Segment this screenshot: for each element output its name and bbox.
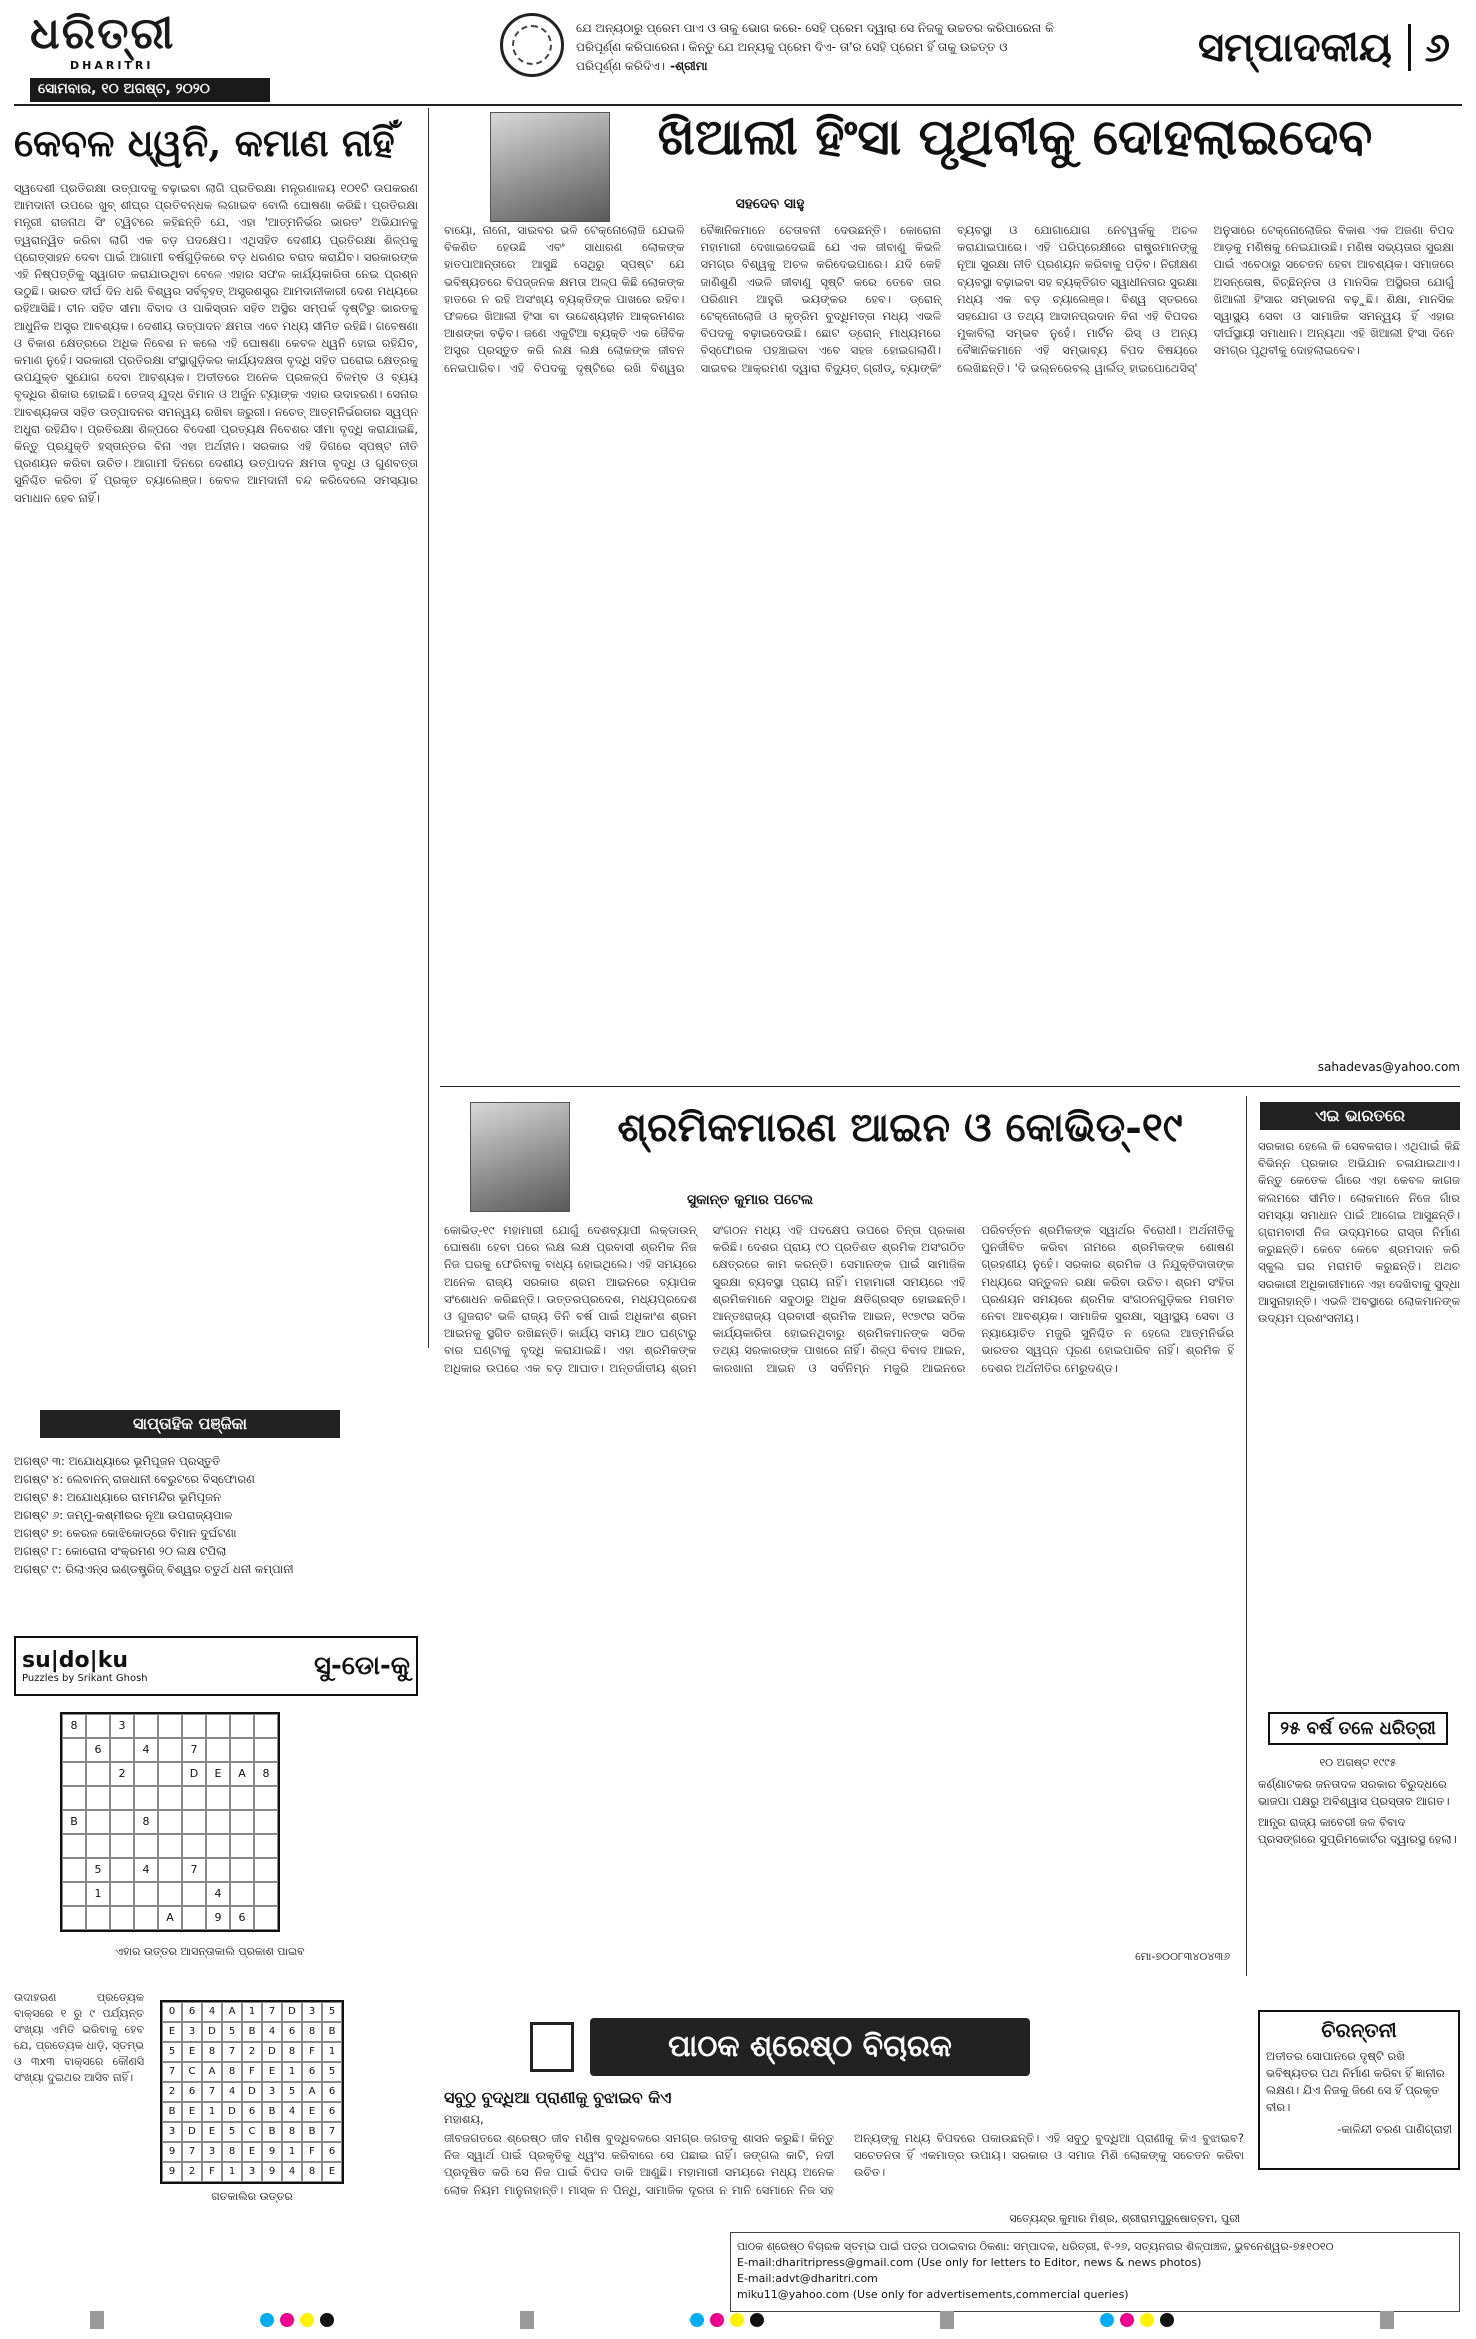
sudoku-cell: 7 <box>182 1858 206 1882</box>
sudoku-cell <box>62 1762 86 1786</box>
sudoku-solution-cell: 7 <box>262 2002 282 2022</box>
print-mark <box>750 2313 764 2327</box>
sudoku-cell: A <box>158 1906 182 1930</box>
sudoku-cell <box>182 1714 206 1738</box>
sudoku-solution-cell: 6 <box>182 2082 202 2102</box>
print-mark <box>940 2311 954 2329</box>
sudoku-solution-cell: 9 <box>262 2142 282 2162</box>
sudoku-solution-cell: 1 <box>282 2062 302 2082</box>
calendar-header <box>40 1410 340 1438</box>
sudoku-note: ଏହାର ଉତ୍ତର ଆସନ୍ତାକାଲି ପ୍ରକାଶ ପାଇବ <box>115 1945 305 1958</box>
sudoku-solution-cell: 2 <box>162 2082 182 2102</box>
sudoku-solution-cell: 3 <box>302 2002 322 2022</box>
sudoku-cell <box>254 1906 278 1930</box>
sudoku-cell <box>158 1834 182 1858</box>
sudoku-solution-cell: F <box>302 2142 322 2162</box>
sudoku-solution-cell: D <box>282 2002 302 2022</box>
twentyfive-years-item: ଆନ୍ଧ୍ର ରାଜ୍ୟ କାବେରୀ ଜଳ ବିବାଦ ପ୍ରସଙ୍ଗରେ ସୁପ୍ରିମକୋର୍ଟର ଦ୍ୱାରସ୍ଥ ହେଲା। <box>1258 1815 1457 1846</box>
print-mark <box>1140 2313 1154 2327</box>
sudoku-solution-cell: F <box>202 2162 222 2182</box>
sudoku-cell <box>206 1738 230 1762</box>
sudoku-header <box>14 1636 418 1696</box>
sudoku-cell: 1 <box>86 1882 110 1906</box>
sudoku-cell <box>206 1858 230 1882</box>
sudoku-solution-cell: 4 <box>282 2102 302 2122</box>
main-author-email: sahadevas@yahoo.com <box>1317 1060 1460 1074</box>
sudoku-cell <box>182 1786 206 1810</box>
sudoku-cell <box>110 1786 134 1810</box>
sudoku-solution-cell: 1 <box>282 2142 302 2162</box>
sudoku-solution-cell: 6 <box>322 2082 342 2102</box>
sudoku-cell <box>134 1714 158 1738</box>
sudoku-solution-cell: 3 <box>262 2082 282 2102</box>
calendar-item: ଅଗଷ୍ଟ ୯: ରିଲାଏନ୍ସ ଇଣ୍ଡଷ୍ଟ୍ରିଜ୍ ବିଶ୍ୱର ଚତୁର୍ଥ ଧନୀ କମ୍ପାନୀ <box>14 1562 294 1576</box>
calendar-item: ଅଗଷ୍ଟ ୭: କେରଳ କୋଝିକୋଡ୍‌ରେ ବିମାନ ଦୁର୍ଘଟଣା <box>14 1526 237 1540</box>
sudoku-solution-cell: 6 <box>322 2142 342 2162</box>
logo-subtitle: DHARITRI <box>70 59 154 72</box>
print-mark <box>710 2313 724 2327</box>
sudoku-cell <box>230 1810 254 1834</box>
sudoku-solution-cell: 8 <box>282 2042 302 2062</box>
sudoku-cell: 2 <box>110 1762 134 1786</box>
letters-footer-email2: E-mail:advt@dharitri.com <box>737 2272 878 2285</box>
sudoku-cell: D <box>182 1762 206 1786</box>
main-author: ସହଦେବ ସାହୁ <box>735 196 805 212</box>
sudoku-cell: B <box>62 1810 86 1834</box>
letters-footer-email1: E-mail:dharitripress@gmail.com (Use only for letters to Editor, news & news photos) <box>737 2256 1202 2269</box>
sudoku-cell <box>254 1786 278 1810</box>
ei-bharatare-header <box>1260 1102 1460 1130</box>
sudoku-solution-cell: 6 <box>182 2002 202 2022</box>
print-mark <box>300 2313 314 2327</box>
sudoku-cell <box>254 1810 278 1834</box>
sudoku-solution-cell: 1 <box>242 2002 262 2022</box>
print-mark <box>1160 2313 1174 2327</box>
sudoku-cell <box>254 1882 278 1906</box>
sudoku-cell <box>254 1858 278 1882</box>
second-author-photo <box>470 1102 570 1212</box>
sudoku-solution-cell: F <box>242 2062 262 2082</box>
sudoku-solution-cell: 3 <box>242 2162 262 2182</box>
sudoku-solution-cell: E <box>262 2062 282 2082</box>
sudoku-cell <box>158 1882 182 1906</box>
sudoku-instructions: ଉଦାହରଣ ପ୍ରତ୍ୟେକ ବାକ୍ସରେ ୧ ରୁ ୯ ପର୍ଯ୍ୟନ୍ତ ସଂଖ୍ୟା ଏମିତି ଭରିବାକୁ ହେବ ଯେ, ପ୍ରତ୍ୟେକ ଧାଡ଼ି, ସ୍ତମ୍ଭ ଓ ୩x୩ ବାକ୍ସରେ କୌଣସି ସଂଖ୍ୟା ଦୁଇଥର ଆସିବ ନାହିଁ। <box>14 1991 144 2084</box>
sudoku-cell <box>230 1834 254 1858</box>
sudoku-cell: 3 <box>110 1714 134 1738</box>
sudoku-cell <box>158 1714 182 1738</box>
sudoku-cell <box>110 1834 134 1858</box>
sudoku-cell: A <box>230 1762 254 1786</box>
sudoku-cell <box>62 1834 86 1858</box>
second-author-contact: ମୋ-୭୦୦୮୩୪୦୪୩୬ <box>1135 1950 1230 1963</box>
sudoku-solution-cell: 1 <box>322 2042 342 2062</box>
sudoku-cell <box>62 1858 86 1882</box>
sudoku-cell <box>254 1714 278 1738</box>
sudoku-solution-cell: 4 <box>222 2082 242 2102</box>
chakra-icon <box>500 13 564 77</box>
calendar-item: ଅଗଷ୍ଟ ୮: କୋରୋନା ସଂକ୍ରମଣ ୨୦ ଲକ୍ଷ ଟପିଲା <box>14 1544 227 1558</box>
twentyfive-years-item: କର୍ଣ୍ଣାଟକର ଜନତାଦଳ ସରକାର ବିରୁଦ୍ଧରେ ଭାଜପା ପକ୍ଷରୁ ଅବିଶ୍ୱାସ ପ୍ରସ୍ତାବ ଆଗତ। <box>1258 1777 1450 1808</box>
sudoku-solution-cell: 2 <box>182 2162 202 2182</box>
sudoku-solution-cell: E <box>242 2142 262 2162</box>
letter-title: ସବୁଠୁ ବୁଦ୍ଧିଆ ପ୍ରାଣୀକୁ ବୁଝାଇବ କିଏ <box>444 2088 672 2107</box>
sudoku-solution-cell: 8 <box>222 2142 242 2162</box>
sudoku-solution-cell: D <box>182 2122 202 2142</box>
sudoku-solution-cell: 7 <box>182 2142 202 2162</box>
sudoku-cell <box>206 1786 230 1810</box>
sudoku-cell <box>158 1786 182 1810</box>
sudoku-cell <box>134 1762 158 1786</box>
calendar-item: ଅଗଷ୍ଟ ୪: ଲେବାନନ୍ ରାଜଧାନୀ ବେରୁଟରେ ବିସ୍ଫୋରଣ <box>14 1472 255 1486</box>
sudoku-cell <box>182 1834 206 1858</box>
article-divider <box>440 1086 1460 1087</box>
sudoku-solution-cell: 2 <box>242 2042 262 2062</box>
sudoku-solution-cell: B <box>262 2122 282 2142</box>
print-mark <box>520 2311 534 2329</box>
sudoku-solution-cell: 7 <box>162 2062 182 2082</box>
sudoku-solution-cell: 1 <box>202 2102 222 2122</box>
letter-salutation: ମହାଶୟ, <box>444 2112 484 2126</box>
sudoku-solution-cell: 4 <box>282 2162 302 2182</box>
sudoku-solution-cell: E <box>182 2042 202 2062</box>
chirantani-author: -କାଳିନ୍ଦୀ ଚରଣ ପାଣିଗ୍ରାହୀ <box>1337 2122 1452 2136</box>
dateline: ସୋମବାର, ୧୦ ଅଗଷ୍ଟ, ୨୦୨୦ <box>30 78 270 102</box>
sudoku-cell <box>158 1858 182 1882</box>
sudoku-solution-cell: D <box>222 2102 242 2122</box>
sudoku-solution-cell: 6 <box>282 2022 302 2042</box>
sudoku-solution-cell: C <box>182 2062 202 2082</box>
second-author: ସୁକାନ୍ତ କୁମାର ପଟେଲ <box>686 1192 814 1208</box>
sudoku-cell <box>134 1834 158 1858</box>
sudoku-solution-cell: E <box>302 2102 322 2122</box>
sudoku-solution-cell: 9 <box>262 2162 282 2182</box>
sudoku-solution-cell: 9 <box>162 2162 182 2182</box>
print-mark <box>1100 2313 1114 2327</box>
sudoku-solution-cell: B <box>242 2022 262 2042</box>
sudoku-solution-cell: 3 <box>202 2142 222 2162</box>
print-mark <box>690 2313 704 2327</box>
sudoku-credit: Puzzles by Srikant Ghosh <box>22 1673 148 1684</box>
letter-body: ଜୀବଜଗତରେ ଶ୍ରେଷ୍ଠ ଜୀବ ମଣିଷ ବୁଦ୍ଧିବଳରେ ସମଗ୍ର ଜଗତକୁ ଶାସନ କରୁଛି। କିନ୍ତୁ ନିଜ ସ୍ୱାର୍ଥ ପାଇଁ ପ୍ରକୃତିକୁ ଧ୍ୱଂସ କରିବାରେ ସେ ପଛାଇ ନାହିଁ। ଜଙ୍ଗଲ କାଟି, ନଦୀ ପ୍ରଦୂଷିତ କରି ସେ ନିଜ ପାଇଁ ବିପଦ ଡାକି ଆଣୁଛି। ମହାମାରୀ ସମୟରେ ମଧ୍ୟ ଅନେକ ଲୋକ ନିୟମ ମାନୁନାହାନ୍ତି। ମାସ୍କ ନ ପିନ୍ଧି, ସାମାଜିକ ଦୂରତା ନ ମାନି ସେମାନେ ନିଜ ସହ ଅନ୍ୟଙ୍କୁ ମଧ୍ୟ ବିପଦରେ ପକାଉଛନ୍ତି। ଏହି ସବୁଠୁ ବୁଦ୍ଧିଆ ପ୍ରାଣୀକୁ କିଏ ବୁଝାଇବ? ସଚେତନତା ହିଁ ଏକମାତ୍ର ଉପାୟ। ସରକାର ଓ ସମାଜ ମିଶି ଲୋକଙ୍କୁ ସଚେତନ କରିବା ଉଚିତ। <box>444 2131 1244 2197</box>
sudoku-title-or: ସୁ-ଡୋ-କୁ <box>314 1650 410 1681</box>
sudoku-cell <box>254 1834 278 1858</box>
sudoku-cell <box>110 1738 134 1762</box>
sudoku-solution-cell: 5 <box>322 2062 342 2082</box>
print-mark <box>320 2313 334 2327</box>
sudoku-solution-cell: 8 <box>222 2062 242 2082</box>
print-mark <box>1120 2313 1134 2327</box>
sudoku-cell <box>158 1810 182 1834</box>
letters-footer-address: ପାଠକ ଶ୍ରେଷ୍ଠ ବିଚାରକ ସ୍ତମ୍ଭ ପାଇଁ ପତ୍ର ପଠାଇବାର ଠିକଣା: ସମ୍ପାଦକ, ଧରିତ୍ରୀ, ବି-୨୬, ସତ୍ୟନଗର ଶିଳ୍ପାଞ୍ଚଳ, ଭୁବନେଶ୍ୱର-୭୫୧୦୧୦ <box>737 2240 1334 2253</box>
sudoku-cell <box>110 1810 134 1834</box>
sudoku-cell: 4 <box>134 1738 158 1762</box>
letters-footer-email3: miku11@yahoo.com (Use only for advertisements,commercial queries) <box>737 2288 1129 2301</box>
sudoku-solution-cell: 9 <box>162 2142 182 2162</box>
sudoku-cell: 7 <box>182 1738 206 1762</box>
sudoku-cell <box>182 1906 206 1930</box>
logo-text: ଧରିତ୍ରୀ <box>30 8 176 59</box>
sudoku-cell <box>134 1906 158 1930</box>
masthead-logo <box>30 8 230 88</box>
sudoku-cell <box>182 1810 206 1834</box>
sudoku-cell <box>206 1714 230 1738</box>
sudoku-solution-cell: E <box>322 2162 342 2182</box>
sudoku-solution-cell: A <box>202 2062 222 2082</box>
print-mark <box>260 2313 274 2327</box>
sudoku-solution-cell: F <box>302 2042 322 2062</box>
twentyfive-years-list <box>1258 1776 1460 1848</box>
quote-text: ଯେ ଅନ୍ୟଠାରୁ ପ୍ରେମ ପାଏ ଓ ତାକୁ ଭୋଗ କରେ- ସେହି ପ୍ରେମ ଦ୍ୱାରା ସେ ନିଜକୁ ଉଚ୍ଚତର କରିପାରେନା କି ପରିପୂର୍ଣ୍ଣ କରିପାରେନା। କିନ୍ତୁ ଯେ ଅନ୍ୟକୁ ପ୍ରେମ ଦିଏ- ତା'ର ସେହି ପ୍ରେମ ହିଁ ତାକୁ ଉଚ୍ଚତ୍ତ ଓ ପରିପୂର୍ଣ୍ଣ କରିଦିଏ। <box>576 20 1054 73</box>
sudoku-solution-cell: D <box>242 2082 262 2102</box>
sudoku-solution-cell: 8 <box>302 2162 322 2182</box>
sudoku-cell <box>86 1834 110 1858</box>
sudoku-solution-cell: 4 <box>202 2002 222 2022</box>
sudoku-cell <box>206 1810 230 1834</box>
calendar-title: ସାପ୍ତାହିକ ପଞ୍ଜିକା <box>40 1410 340 1438</box>
sudoku-solution-cell: 0 <box>162 2002 182 2022</box>
sudoku-solution-cell: 8 <box>202 2042 222 2062</box>
sudoku-solution-cell: E <box>162 2022 182 2042</box>
ei-bharatare-body: ସରକାର ହେଲେ କି ସେବକରାଜ। ଏଥିପାଇଁ କିଛି ବିଭିନ୍ନ ପ୍ରକାର ଅଭିଯାନ ଚଳାଯାଇଥାଏ। କିନ୍ତୁ କେତେକ ଗାଁରେ ଏହା କେବଳ କାଗଜ କଲମରେ ସୀମିତ। ଲୋକମାନେ ନିଜେ ଗାଁର ସମସ୍ୟା ସମାଧାନ ପାଇଁ ଆଗେଇ ଆସୁଛନ୍ତି। ଗ୍ରାମବାସୀ ନିଜ ଉଦ୍ୟମରେ ରାସ୍ତା ନିର୍ମାଣ କରୁଛନ୍ତି। କେବେ କେବେ ଶ୍ରମଦାନ କରି ସ୍କୁଲ ଘର ମରାମତି କରୁଛନ୍ତି। ଅଥଚ ସରକାରୀ ଅଧିକାରୀମାନେ ଏହା ଦେଖିବାକୁ ସୁଦ୍ଧା ଆସୁନାହାନ୍ତି। ଏଭଳି ଅବସ୍ଥାରେ ଲୋକମାନଙ୍କ ଉଦ୍ୟମ ପ୍ରଶଂସନୀୟ। <box>1258 1139 1460 1326</box>
sudoku-cell <box>182 1882 206 1906</box>
sudoku-cell <box>86 1810 110 1834</box>
sudoku-solution-cell: D <box>202 2022 222 2042</box>
main-headline: ଖିଆଲୀ ହିଂସା ପୃଥିବୀକୁ ଦୋହଲାଇଦେବ <box>657 107 1373 166</box>
sudoku-solution-cell: C <box>242 2122 262 2142</box>
sudoku-cell: 9 <box>206 1906 230 1930</box>
sudoku-cell <box>62 1738 86 1762</box>
sudoku-cell: 8 <box>62 1714 86 1738</box>
chirantani-box <box>1258 2010 1460 2170</box>
sudoku-solution-grid <box>160 2000 344 2184</box>
sudoku-solution-cell: B <box>262 2102 282 2122</box>
sudoku-cell <box>254 1738 278 1762</box>
sudoku-cell <box>62 1882 86 1906</box>
sudoku-solution-cell: E <box>182 2102 202 2122</box>
sudoku-cell <box>230 1738 254 1762</box>
sudoku-solution-cell: 3 <box>182 2022 202 2042</box>
letters-footer <box>730 2232 1460 2312</box>
section-name: ସମ୍ପାଦକୀୟ <box>1198 23 1392 71</box>
sudoku-solution-cell: 4 <box>262 2022 282 2042</box>
pen-icon <box>530 2022 574 2072</box>
calendar-list <box>14 1452 418 1578</box>
sudoku-solution-cell: D <box>262 2042 282 2062</box>
calendar-item: ଅଗଷ୍ଟ ୬: ଜମ୍ମୁ-କଶ୍ମୀରର ନୂଆ ଉପରାଜ୍ୟପାଳ <box>14 1508 233 1522</box>
sudoku-cell <box>110 1858 134 1882</box>
sudoku-cell <box>158 1762 182 1786</box>
sudoku-cell <box>230 1858 254 1882</box>
letter-signature: ସତ୍ୟେନ୍ଦ୍ର କୁମାର ମିଶ୍ର, ଶ୍ରୀରାମପୁରୁଷୋତ୍ତମ, ପୁରୀ <box>1009 2212 1240 2225</box>
sudoku-solution-cell: 5 <box>162 2042 182 2062</box>
sudoku-solution-cell: B <box>322 2022 342 2042</box>
sudoku-cell: 8 <box>134 1810 158 1834</box>
sudoku-cell <box>230 1786 254 1810</box>
ei-bharatare-title: ଏଇ ଭାରତରେ <box>1260 1102 1460 1130</box>
chirantani-body: ଅତୀତର ସୋପାନରେ ଦୃଷ୍ଟି ରଖି ଭବିଷ୍ୟତର ପଥ ନିର୍ମାଣ କରିବା ହିଁ ଜ୍ଞାନୀର ଲକ୍ଷଣ। ଯିଏ ନିଜକୁ ଜିଣେ ସେ ହିଁ ପ୍ରକୃତ ବୀର। <box>1266 2049 1445 2114</box>
sudoku-cell: 6 <box>230 1906 254 1930</box>
sudoku-cell: 8 <box>254 1762 278 1786</box>
column-divider <box>1246 1096 1247 1976</box>
section-title <box>1140 16 1450 78</box>
print-mark <box>90 2311 104 2329</box>
print-mark <box>280 2313 294 2327</box>
sudoku-solution-cell: 5 <box>282 2082 302 2102</box>
chirantani-title: ଚିରନ୍ତନୀ <box>1321 2018 1397 2042</box>
sudoku-cell: 4 <box>206 1882 230 1906</box>
calendar-item: ଅଗଷ୍ଟ ୫: ଅଯୋଧ୍ୟାରେ ରାମମନ୍ଦିର ଭୂମିପୂଜନ <box>14 1490 222 1504</box>
sudoku-cell: 5 <box>86 1858 110 1882</box>
sudoku-solution-cell: 5 <box>222 2022 242 2042</box>
sudoku-solution-cell: B <box>302 2122 322 2142</box>
print-mark <box>730 2313 744 2327</box>
sudoku-cell <box>110 1882 134 1906</box>
second-article-body: କୋଭିଡ୍-୧୯ ମହାମାରୀ ଯୋଗୁଁ ଦେଶବ୍ୟାପୀ ଲକ୍‌ଡାଉନ୍ ଘୋଷଣା ହେବା ପରେ ଲକ୍ଷ ଲକ୍ଷ ପ୍ରବାସୀ ଶ୍ରମିକ ନିଜ ନିଜ ଘରକୁ ଫେରିବାକୁ ବାଧ୍ୟ ହୋଇଥିଲେ। ଏହି ସମୟରେ ଅନେକ ରାଜ୍ୟ ସରକାର ଶ୍ରମ ଆଇନରେ ବ୍ୟାପକ ସଂଶୋଧନ କରିଛନ୍ତି। ଉତ୍ତରପ୍ରଦେଶ, ମଧ୍ୟପ୍ରଦେଶ ଓ ଗୁଜରାଟ ଭଳି ରାଜ୍ୟ ତିନି ବର୍ଷ ପାଇଁ ଅଧିକାଂଶ ଶ୍ରମ ଆଇନକୁ ସ୍ଥଗିତ ରଖିଛନ୍ତି। କାର୍ଯ୍ୟ ସମୟ ଆଠ ଘଣ୍ଟାରୁ ବାର ଘଣ୍ଟାକୁ ବୃଦ୍ଧି କରାଯାଇଛି। ଏହା ଶ୍ରମିକଙ୍କ ଅଧିକାର ଉପରେ ଏକ ବଡ଼ ଆଘାତ। ଅନ୍ତର୍ଜାତୀୟ ଶ୍ରମ ସଂଗଠନ ମଧ୍ୟ ଏହି ପଦକ୍ଷେପ ଉପରେ ଚିନ୍ତା ପ୍ରକାଶ କରିଛି। ଦେଶର ପ୍ରାୟ ୯୦ ପ୍ରତିଶତ ଶ୍ରମିକ ଅସଂଗଠିତ କ୍ଷେତ୍ରରେ କାମ କରନ୍ତି। ସେମାନଙ୍କ ପାଇଁ ସାମାଜିକ ସୁରକ୍ଷା ବ୍ୟବସ୍ଥା ପ୍ରାୟ ନାହିଁ। ମହାମାରୀ ସମୟରେ ଏହି ଶ୍ରମିକମାନେ ସବୁଠାରୁ ଅଧିକ କ୍ଷତିଗ୍ରସ୍ତ ହୋଇଛନ୍ତି। ଆନ୍ତଃରାଜ୍ୟ ପ୍ରବାସୀ ଶ୍ରମିକ ଆଇନ, ୧୯୭୯ର ସଠିକ କାର୍ଯ୍ୟକାରିତା ହୋଇନଥିବାରୁ ଶ୍ରମିକମାନଙ୍କ ସଠିକ ତଥ୍ୟ ସରକାରଙ୍କ ପାଖରେ ନାହିଁ। ଶିଳ୍ପ ବିବାଦ ଆଇନ, କାରଖାନା ଆଇନ ଓ ସର୍ବନିମ୍ନ ମଜୁରି ଆଇନରେ ପରିବର୍ତ୍ତନ ଶ୍ରମିକଙ୍କ ସ୍ୱାର୍ଥର ବିରୋଧୀ। ଅର୍ଥନୀତିକୁ ପୁନର୍ଜୀବିତ କରିବା ନାମରେ ଶ୍ରମିକଙ୍କ ଶୋଷଣ ଗ୍ରହଣୀୟ ନୁହେଁ। ସରକାର ଶ୍ରମିକ ଓ ନିଯୁକ୍ତିଦାତାଙ୍କ ମଧ୍ୟରେ ସନ୍ତୁଳନ ରକ୍ଷା କରିବା ଉଚିତ। ଶ୍ରମ ସଂହିତା ପ୍ରଣୟନ ସମୟରେ ଶ୍ରମିକ ସଂଗଠନଗୁଡ଼ିକର ମତାମତ ନେବା ଆବଶ୍ୟକ। ସାମାଜିକ ସୁରକ୍ଷା, ସ୍ୱାସ୍ଥ୍ୟ ସେବା ଓ ନ୍ୟାୟୋଚିତ ମଜୁରି ସୁନିଶ୍ଚିତ ନ ହେଲେ ଆତ୍ମନିର୍ଭର ଭାରତର ସ୍ୱପ୍ନ ପୂରଣ ହୋଇପାରିବ ନାହିଁ। ଶ୍ରମିକ ହିଁ ଦେଶର ଅର୍ଥନୀତିର ମେରୁଦଣ୍ଡ। <box>444 1223 1234 1375</box>
editorial-body: ସ୍ୱଦେଶୀ ପ୍ରତିରକ୍ଷା ଉତ୍ପାଦକୁ ବଢ଼ାଇବା ଲାଗି ପ୍ରତିରକ୍ଷା ମନ୍ତ୍ରଣାଳୟ ୧୦୧ଟି ଉପକରଣ ଆମଦାନୀ ଉପରେ ଖୁବ୍ ଶୀଘ୍ର ପ୍ରତିବନ୍ଧକ ଲଗାଇବ ବୋଲି ଘୋଷଣା କରିଛି। ପ୍ରତିରକ୍ଷା ମନ୍ତ୍ରୀ ରାଜନାଥ ସିଂ ଟ୍ୱିଟରେ କହିଛନ୍ତି ଯେ, ଏହା 'ଆତ୍ମନିର୍ଭର ଭାରତ' ଅଭିଯାନକୁ ତ୍ୱରାନ୍ୱିତ କରିବା ଲାଗି ଏକ ବଡ଼ ପଦକ୍ଷେପ। ଏଥିସହିତ ଦେଶୀୟ ପ୍ରତିରକ୍ଷା ଶିଳ୍ପକୁ ପ୍ରୋତ୍ସାହନ ଦେବା ପାଇଁ ଆଗାମୀ ବର୍ଷଗୁଡ଼ିକରେ ବଡ଼ ଧରଣର ବରାଦ କରାଯିବ। ସରକାରଙ୍କ ଏହି ନିଷ୍ପତ୍ତିକୁ ସ୍ୱାଗତ କରାଯାଉଥିବା ବେଳେ ଏହାର ସଫଳ କାର୍ଯ୍ୟକାରିତା ନେଇ ପ୍ରଶ୍ନ ଉଠୁଛି। ଭାରତ ଦୀର୍ଘ ଦିନ ଧରି ବିଶ୍ୱର ସର୍ବବୃହତ୍ ଅସ୍ତ୍ରଶସ୍ତ୍ର ଆମଦାନୀକାରୀ ଦେଶ ମଧ୍ୟରେ ରହିଆସିଛି। ଚୀନ ସହିତ ସୀମା ବିବାଦ ଓ ପାକିସ୍ତାନ ସହିତ ଅସ୍ଥିର ସମ୍ପର୍କ ଦୃଷ୍ଟିରୁ ଭାରତକୁ ଆଧୁନିକ ଅସ୍ତ୍ର ଆବଶ୍ୟକ। ଦେଶୀୟ ଉତ୍ପାଦନ କ୍ଷମତା ଏବେ ମଧ୍ୟ ସୀମିତ ରହିଛି। ଗବେଷଣା ଓ ବିକାଶ କ୍ଷେତ୍ରରେ ଅଧିକ ନିବେଶ ନ କଲେ ଏହି ଘୋଷଣା କେବଳ ଧ୍ୱନି ହୋଇ ରହିଯିବ, କମାଣ ନୁହେଁ। ସରକାରୀ ପ୍ରତିରକ୍ଷା ସଂସ୍ଥାଗୁଡ଼ିକର କାର୍ଯ୍ୟଦକ୍ଷତା ବୃଦ୍ଧି ସହିତ ଘରୋଇ କ୍ଷେତ୍ରକୁ ଉପଯୁକ୍ତ ସୁଯୋଗ ଦେବା ଆବଶ୍ୟକ। ଅତୀତରେ ଅନେକ ପ୍ରକଳ୍ପ ବିଳମ୍ବ ଓ ବ୍ୟୟ ବୃଦ୍ଧିର ଶିକାର ହୋଇଛି। ତେଜସ୍ ଯୁଦ୍ଧ ବିମାନ ଓ ଅର୍ଜୁନ ଟ୍ୟାଙ୍କ ଏହାର ଉଦାହରଣ। ସେନାର ଆବଶ୍ୟକତା ସହିତ ଉତ୍ପାଦନର ସମନ୍ୱୟ ରଖିବା ଜରୁରୀ। ନଚେତ୍ ଆତ୍ମନିର୍ଭରତାର ସ୍ୱପ୍ନ ଅଧୁରା ରହିଯିବ। ପ୍ରତିରକ୍ଷା ଶିଳ୍ପରେ ବିଦେଶୀ ପ୍ରତ୍ୟକ୍ଷ ନିବେଶର ସୀମା ବୃଦ୍ଧି କରାଯାଇଛି, କିନ୍ତୁ ପ୍ରଯୁକ୍ତି ହସ୍ତାନ୍ତର ବିନା ଏହା ଅର୍ଥହୀନ। ସରକାର ଏହି ଦିଗରେ ସ୍ପଷ୍ଟ ନୀତି ପ୍ରଣୟନ କରିବା ଉଚିତ। ଆଗାମୀ ଦିନରେ ଦେଶୀୟ ଉତ୍ପାଦନ କ୍ଷମତା ବୃଦ୍ଧି ଓ ଗୁଣବତ୍ତା ସୁନିଶ୍ଚିତ କରିବା ହିଁ ପ୍ରକୃତ ଚ୍ୟାଲେଞ୍ଜ। କେବଳ ଆମଦାନୀ ବନ୍ଦ କରିଦେଲେ ସମସ୍ୟାର ସମାଧାନ ହେବ ନାହିଁ। <box>14 181 418 505</box>
sudoku-solution-label: ଗତକାଲିର ଉତ୍ତର <box>211 2190 293 2203</box>
twentyfive-years-title: ୨୫ ବର୍ଷ ତଳେ ଧରିତ୍ରୀ <box>1268 1712 1448 1745</box>
sudoku-title-en: su|do|ku <box>22 1648 128 1673</box>
sudoku-cell <box>62 1786 86 1810</box>
main-article-body: ବାୟୋ, ନାନୋ, ସାଇବର ଭଳି ଟେକ୍ନୋଲୋଜି ଯେଭଳି ବିକଶିତ ହେଉଛି ଏବଂ ସାଧାରଣ ଲୋକଙ୍କ ହାତପାଆନ୍ତାରେ ଆସୁଛି ସେଥିରୁ ସ୍ପଷ୍ଟ ଯେ ଭବିଷ୍ୟତରେ ବିପଜ୍ଜନକ କ୍ଷମତା ଅଳ୍ପ କିଛି ଲୋକଙ୍କ ହାତରେ ନ ରହି ଅସଂଖ୍ୟ ବ୍ୟକ୍ତିଙ୍କ ପାଖରେ ରହିବ। ଫଳରେ ଖିଆଲୀ ହିଂସା ବା ଉଦ୍ଦେଶ୍ୟହୀନ ଆକ୍ରମଣର ଆଶଙ୍କା ବଢ଼ିବ। ଜଣେ ଏକୁଟିଆ ବ୍ୟକ୍ତି ଏକ ଜୈବିକ ଅସ୍ତ୍ର ପ୍ରସ୍ତୁତ କରି ଲକ୍ଷ ଲକ୍ଷ ଲୋକଙ୍କ ଜୀବନ ନେଇପାରିବ। ଏହି ବିପଦକୁ ଦୃଷ୍ଟିରେ ରଖି ବିଶ୍ୱର ବୈଜ୍ଞାନିକମାନେ ଚେତାବନୀ ଦେଉଛନ୍ତି। କୋରୋନା ମହାମାରୀ ଦେଖାଇଦେଇଛି ଯେ ଏକ ଜୀବାଣୁ କିଭଳି ସମଗ୍ର ବିଶ୍ୱକୁ ଅଚଳ କରିଦେଇପାରେ। ଯଦି କେହି ଜାଣିଶୁଣି ଏଭଳି ଜୀବାଣୁ ସୃଷ୍ଟି କରେ ତେବେ ତାର ପରିଣାମ ଆହୁରି ଭୟଙ୍କର ହେବ। ଡ୍ରୋନ୍ ଟେକ୍ନୋଲୋଜି ଓ କୃତ୍ରିମ ବୁଦ୍ଧିମତ୍ତା ମଧ୍ୟ ଏଭଳି ବିପଦକୁ ବଢ଼ାଇଦେଉଛି। ଛୋଟ ଡ୍ରୋନ୍ ମାଧ୍ୟମରେ ବିସ୍ଫୋରକ ପହଞ୍ଚାଇବା ଏବେ ସହଜ ହୋଇଗଲାଣି। ସାଇବର ଆକ୍ରମଣ ଦ୍ୱାରା ବିଦ୍ୟୁତ୍ ଗ୍ରୀଡ୍, ବ୍ୟାଙ୍କିଂ ବ୍ୟବସ୍ଥା ଓ ଯୋଗାଯୋଗ ନେଟୱର୍କକୁ ଅଚଳ କରାଯାଇପାରେ। ଏହି ପରିପ୍ରେକ୍ଷୀରେ ରାଷ୍ଟ୍ରମାନଙ୍କୁ ନୂଆ ସୁରକ୍ଷା ନୀତି ପ୍ରଣୟନ କରିବାକୁ ପଡ଼ିବ। ନିରୀକ୍ଷଣ ବ୍ୟବସ୍ଥା ବଢ଼ାଇବା ସହ ବ୍ୟକ୍ତିଗତ ସ୍ୱାଧୀନତାର ସୁରକ୍ଷା ମଧ୍ୟ ଏକ ବଡ଼ ଚ୍ୟାଲେଞ୍ଜ। ବିଶ୍ୱ ସ୍ତରରେ ସହଯୋଗ ଓ ତଥ୍ୟ ଆଦାନପ୍ରଦାନ ବିନା ଏହି ବିପଦର ମୁକାବିଲା ସମ୍ଭବ ନୁହେଁ। ମାର୍ଟିନ ରିସ୍ ଓ ଅନ୍ୟ ବୈଜ୍ଞାନିକମାନେ ଏହି ସମ୍ଭାବ୍ୟ ବିପଦ ବିଷୟରେ ଲେଖିଛନ୍ତି। 'ଦି ଭଲ୍‌ନରେବଲ୍ ୱାର୍ଲଡ୍ ହାଇପୋଥେସିସ୍' ଅନୁସାରେ ଟେକ୍ନୋଲୋଜିର ବିକାଶ ଏକ ଅଜଣା ବିପଦ ଆଡ଼କୁ ମଣିଷକୁ ନେଇଯାଉଛି। ମଣିଷ ସଭ୍ୟତାର ସୁରକ୍ଷା ପାଇଁ ଏବେଠାରୁ ସଚେତନ ହେବା ଆବଶ୍ୟକ। ସମାଜରେ ଅସନ୍ତୋଷ, ବିଚ୍ଛିନ୍ନତା ଓ ମାନସିକ ଅସ୍ଥିରତା ଯୋଗୁଁ ଖିଆଲୀ ହିଂସାର ସମ୍ଭାବନା ବଢ଼ୁଛି। ଶିକ୍ଷା, ମାନସିକ ସ୍ୱାସ୍ଥ୍ୟ ସେବା ଓ ସାମାଜିକ ସମନ୍ୱୟ ହିଁ ଏହାର ଦୀର୍ଘସ୍ଥାୟୀ ସମାଧାନ। ଅନ୍ୟଥା ଏହି ଖିଆଲୀ ହିଂସା ଦିନେ ସମଗ୍ର ପୃଥିବୀକୁ ଦୋହଲାଇଦେବ। <box>444 223 1454 375</box>
sudoku-cell <box>86 1906 110 1930</box>
calendar-item: ଅଗଷ୍ଟ ୩: ଅଯୋଧ୍ୟାରେ ଭୂମିପୂଜନ ପ୍ରସ୍ତୁତି <box>14 1454 221 1468</box>
sudoku-cell <box>110 1906 134 1930</box>
sudoku-cell <box>230 1882 254 1906</box>
sudoku-solution-cell: 6 <box>242 2102 262 2122</box>
sudoku-solution-cell: E <box>202 2122 222 2142</box>
quote-author: -ଶ୍ରୀମା <box>670 58 708 73</box>
sudoku-cell <box>134 1786 158 1810</box>
sudoku-solution-cell: 3 <box>162 2122 182 2142</box>
sudoku-cell <box>206 1834 230 1858</box>
sudoku-solution-cell: 1 <box>222 2162 242 2182</box>
sudoku-solution-cell: 7 <box>202 2082 222 2102</box>
sudoku-cell <box>86 1714 110 1738</box>
second-headline: ଶ୍ରମିକମାରଣ ଆଇନ ଓ କୋଭିଡ୍-୧୯ <box>617 1104 1183 1151</box>
sudoku-cell <box>86 1786 110 1810</box>
sudoku-solution-cell: A <box>222 2002 242 2022</box>
sudoku-cell <box>86 1762 110 1786</box>
sudoku-cell: 6 <box>86 1738 110 1762</box>
letters-title: ପାଠକ ଶ୍ରେଷ୍ଠ ବିଚାରକ <box>590 2018 1030 2076</box>
sudoku-solution-cell: 6 <box>302 2062 322 2082</box>
quote-box <box>500 10 1060 80</box>
column-divider <box>428 108 429 1348</box>
sudoku-solution-cell: 6 <box>322 2102 342 2122</box>
sudoku-solution-cell: 5 <box>322 2002 342 2022</box>
sudoku-solution-cell: 5 <box>222 2122 242 2142</box>
sudoku-solution-cell: 7 <box>322 2122 342 2142</box>
sudoku-cell: E <box>206 1762 230 1786</box>
sudoku-cell: 4 <box>134 1858 158 1882</box>
sudoku-solution-cell: 8 <box>282 2122 302 2142</box>
sudoku-grid <box>60 1712 280 1932</box>
sudoku-solution-cell: 8 <box>302 2022 322 2042</box>
sudoku-cell <box>62 1906 86 1930</box>
sudoku-solution-cell: A <box>302 2082 322 2102</box>
sudoku-solution-cell: B <box>162 2102 182 2122</box>
page-number: ୬ <box>1408 24 1450 71</box>
sudoku-cell <box>134 1882 158 1906</box>
sudoku-cell <box>230 1714 254 1738</box>
editorial-headline: କେବଳ ଧ୍ୱନି, କମାଣ ନାହିଁ <box>14 120 395 165</box>
twentyfive-years-date: ୧୦ ଅଗଷ୍ଟ ୧୯୯୫ <box>1319 1756 1397 1769</box>
sudoku-cell <box>158 1738 182 1762</box>
print-mark <box>1380 2311 1394 2329</box>
sudoku-solution-cell: 7 <box>222 2042 242 2062</box>
